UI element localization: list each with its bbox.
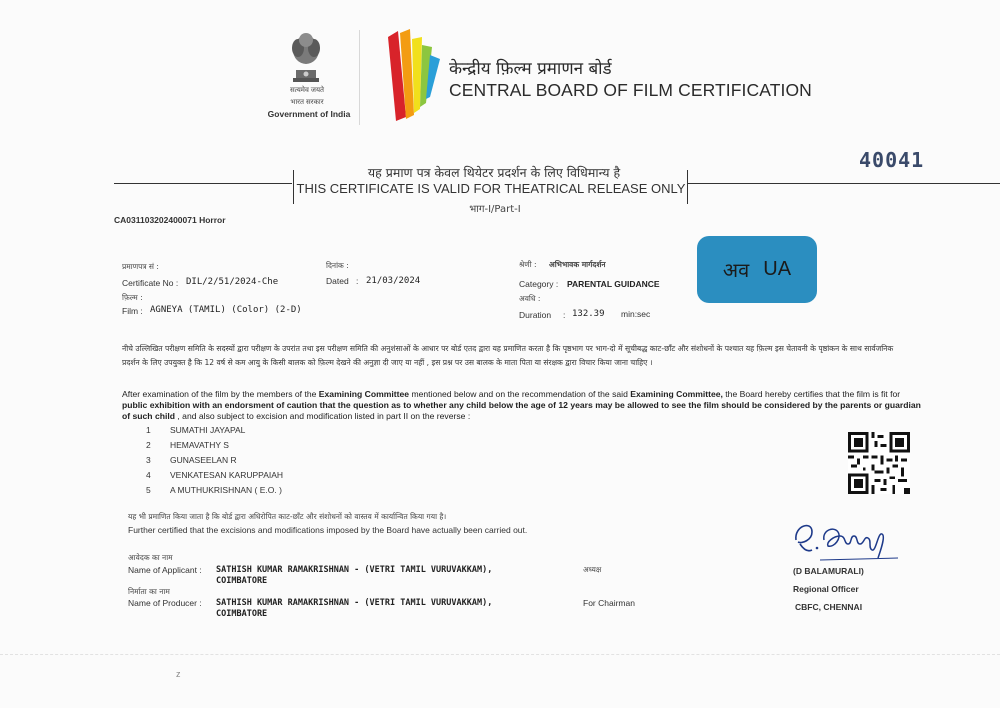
- further-certified-hindi: यह भी प्रमाणित किया जाता है कि बोर्ड द्वारा अधिरोपित काट-छाँट और संशोधनों को वास्तव में कार्यान्वित किया गया है।: [128, 512, 447, 521]
- para-text-3: the Board hereby certifies that the film is fit for: [722, 389, 901, 399]
- banner-right-rule: [688, 183, 1000, 184]
- list-item: 1 SUMATHI JAYAPAL: [146, 425, 246, 435]
- signature-icon: [790, 514, 900, 564]
- signatory-name: (D BALAMURALI): [793, 566, 864, 576]
- producer-value-line1: SATHISH KUMAR RAMAKRISHNAN - (VETRI TAMIL VURUVAKKAM),: [216, 598, 493, 608]
- chairman-hindi: अध्यक्ष: [583, 565, 602, 574]
- applicant-label-hindi: आवेदक का नाम: [128, 553, 173, 562]
- category-label: Category :: [519, 279, 559, 289]
- committee-list: [146, 425, 283, 499]
- reference-code: CA031103202400071 Horror: [114, 215, 226, 225]
- certificate-number-value: DIL/2/51/2024-Che: [186, 277, 279, 287]
- government-of-india-label: Government of India: [267, 109, 351, 119]
- signatory-office: CBFC, CHENNAI: [795, 602, 863, 612]
- certificate-number-label-hindi: प्रमाणपत्र सं :: [122, 262, 159, 271]
- date-label: Dated: [326, 276, 349, 286]
- cbfc-logo-icon: [384, 27, 442, 123]
- duration-value: 132.39: [572, 309, 605, 319]
- film-label: Film :: [122, 306, 143, 316]
- producer-label: Name of Producer :: [128, 598, 202, 608]
- film-label-hindi: फ़िल्म :: [122, 293, 143, 302]
- cbfc-logo: [384, 27, 442, 123]
- para-text-4: , and also subject to excision and modification listed in part II on the reverse :: [175, 411, 471, 421]
- category-label-hindi: श्रेणी :: [519, 260, 537, 269]
- further-certified-english: Further certified that the excisions and modifications imposed by the Board have actually been carried out.: [128, 525, 528, 535]
- list-item: 5 A MUTHUKRISHNAN ( E.O. ): [146, 485, 282, 495]
- board-title-hindi: केन्द्रीय फ़िल्म प्रमाणन बोर्ड: [449, 59, 612, 79]
- para-bold-3: public exhibition with an endorsment of caution that the question as to whether any child below the age of 12 years may be allowed to see the film should be considered by the parents or guardian of such child: [122, 400, 921, 421]
- rating-badge-english: UA: [763, 258, 792, 280]
- list-item: 3 GUNASEELAN R: [146, 455, 237, 465]
- list-item: 2 HEMAVATHY S: [146, 440, 229, 450]
- certificate-number-label: Certificate No :: [122, 278, 179, 288]
- banner-english: THIS CERTIFICATE IS VALID FOR THEATRICAL RELEASE ONLY: [296, 181, 686, 196]
- date-colon: :: [356, 276, 359, 286]
- banner-right-tick: [687, 170, 688, 204]
- board-title-english: CENTRAL BOARD OF FILM CERTIFICATION: [449, 80, 812, 100]
- banner-hindi: यह प्रमाण पत्र केवल थियेटर प्रदर्शन के लिए विधिमान्य है: [367, 165, 621, 180]
- applicant-value-line2: COIMBATORE: [216, 576, 268, 586]
- emblem-motto: सत्यमेव जयते: [289, 87, 325, 94]
- signature: [790, 514, 900, 564]
- certification-paragraph-hindi: नीचे उल्लिखित परीक्षण समिति के सदस्यों द्वारा परीक्षण के उपरांत तथा इस परीक्षण समिति की अनुशंसाओं के आधार पर बोर्ड एतद द्वारा यह प्रमाणित करता है कि पृष्ठभाग पर भाग-दो में सूचीबद्ध काट-छाँट और संशोधनों के पश्चात यह फ़िल्म इस चेतावनी के पृष्ठांकन के साथ सार्वजनिक प्रदर्शन के लिए उपयुक्त है कि 12 वर्ष से कम आयु के किसी बालक को फ़िल्म देखने की अनुज्ञा दी जाए या नहीं , इस प्रश्न पर उस बालक के माता पिता या संरक्षक द्वारा विचार किया जाना चाहिए ।: [122, 344, 894, 367]
- footer-mark: z: [176, 669, 181, 679]
- banner-part: भाग-I/Part-I: [469, 204, 521, 215]
- duration-label-hindi: अवधि :: [519, 294, 541, 303]
- producer-value-line2: COIMBATORE: [216, 609, 268, 619]
- date-label-hindi: दिनांक :: [326, 261, 349, 270]
- qr-code-icon: [848, 432, 910, 494]
- rating-badge: [697, 236, 817, 303]
- list-item: 4 VENKATESAN KARUPPAIAH: [146, 470, 284, 480]
- page-bottom-rule: [0, 654, 1000, 656]
- para-bold-1: Examining Committee: [318, 389, 410, 399]
- category-value-hindi: अभिभावक मार्गदर्शन: [549, 260, 606, 269]
- rating-badge-hindi: अव: [722, 258, 750, 282]
- applicant-value-line1: SATHISH KUMAR RAMAKRISHNAN - (VETRI TAMIL VURUVAKKAM),: [216, 565, 493, 575]
- duration-label: Duration: [519, 310, 552, 320]
- para-text-1: After examination of the film by the members of the: [122, 389, 319, 399]
- para-text-2: mentioned below and on the recommendation of the said: [409, 389, 631, 399]
- para-bold-2: Examining Committee,: [630, 389, 723, 399]
- certification-paragraph-english: [122, 389, 922, 422]
- banner-left-rule: [114, 183, 292, 184]
- film-value: AGNEYA (TAMIL) (Color) (2-D): [150, 305, 302, 315]
- header-divider: [359, 30, 360, 125]
- applicant-label: Name of Applicant :: [128, 565, 202, 575]
- duration-colon: :: [563, 310, 566, 320]
- category-value: PARENTAL GUIDANCE: [567, 279, 660, 289]
- producer-label-hindi: निर्माता का नाम: [128, 587, 170, 596]
- emblem-hindi-caption: भारत सरकार: [290, 99, 324, 106]
- qr-code: [848, 432, 910, 494]
- for-chairman-label: For Chairman: [583, 598, 635, 608]
- duration-unit: min:sec: [621, 309, 651, 319]
- date-value: 21/03/2024: [366, 276, 421, 286]
- ashoka-emblem-icon: [274, 28, 336, 84]
- certificate-serial-number: 40041: [859, 148, 925, 172]
- signatory-title: Regional Officer: [793, 584, 859, 594]
- banner-left-tick: [293, 170, 294, 204]
